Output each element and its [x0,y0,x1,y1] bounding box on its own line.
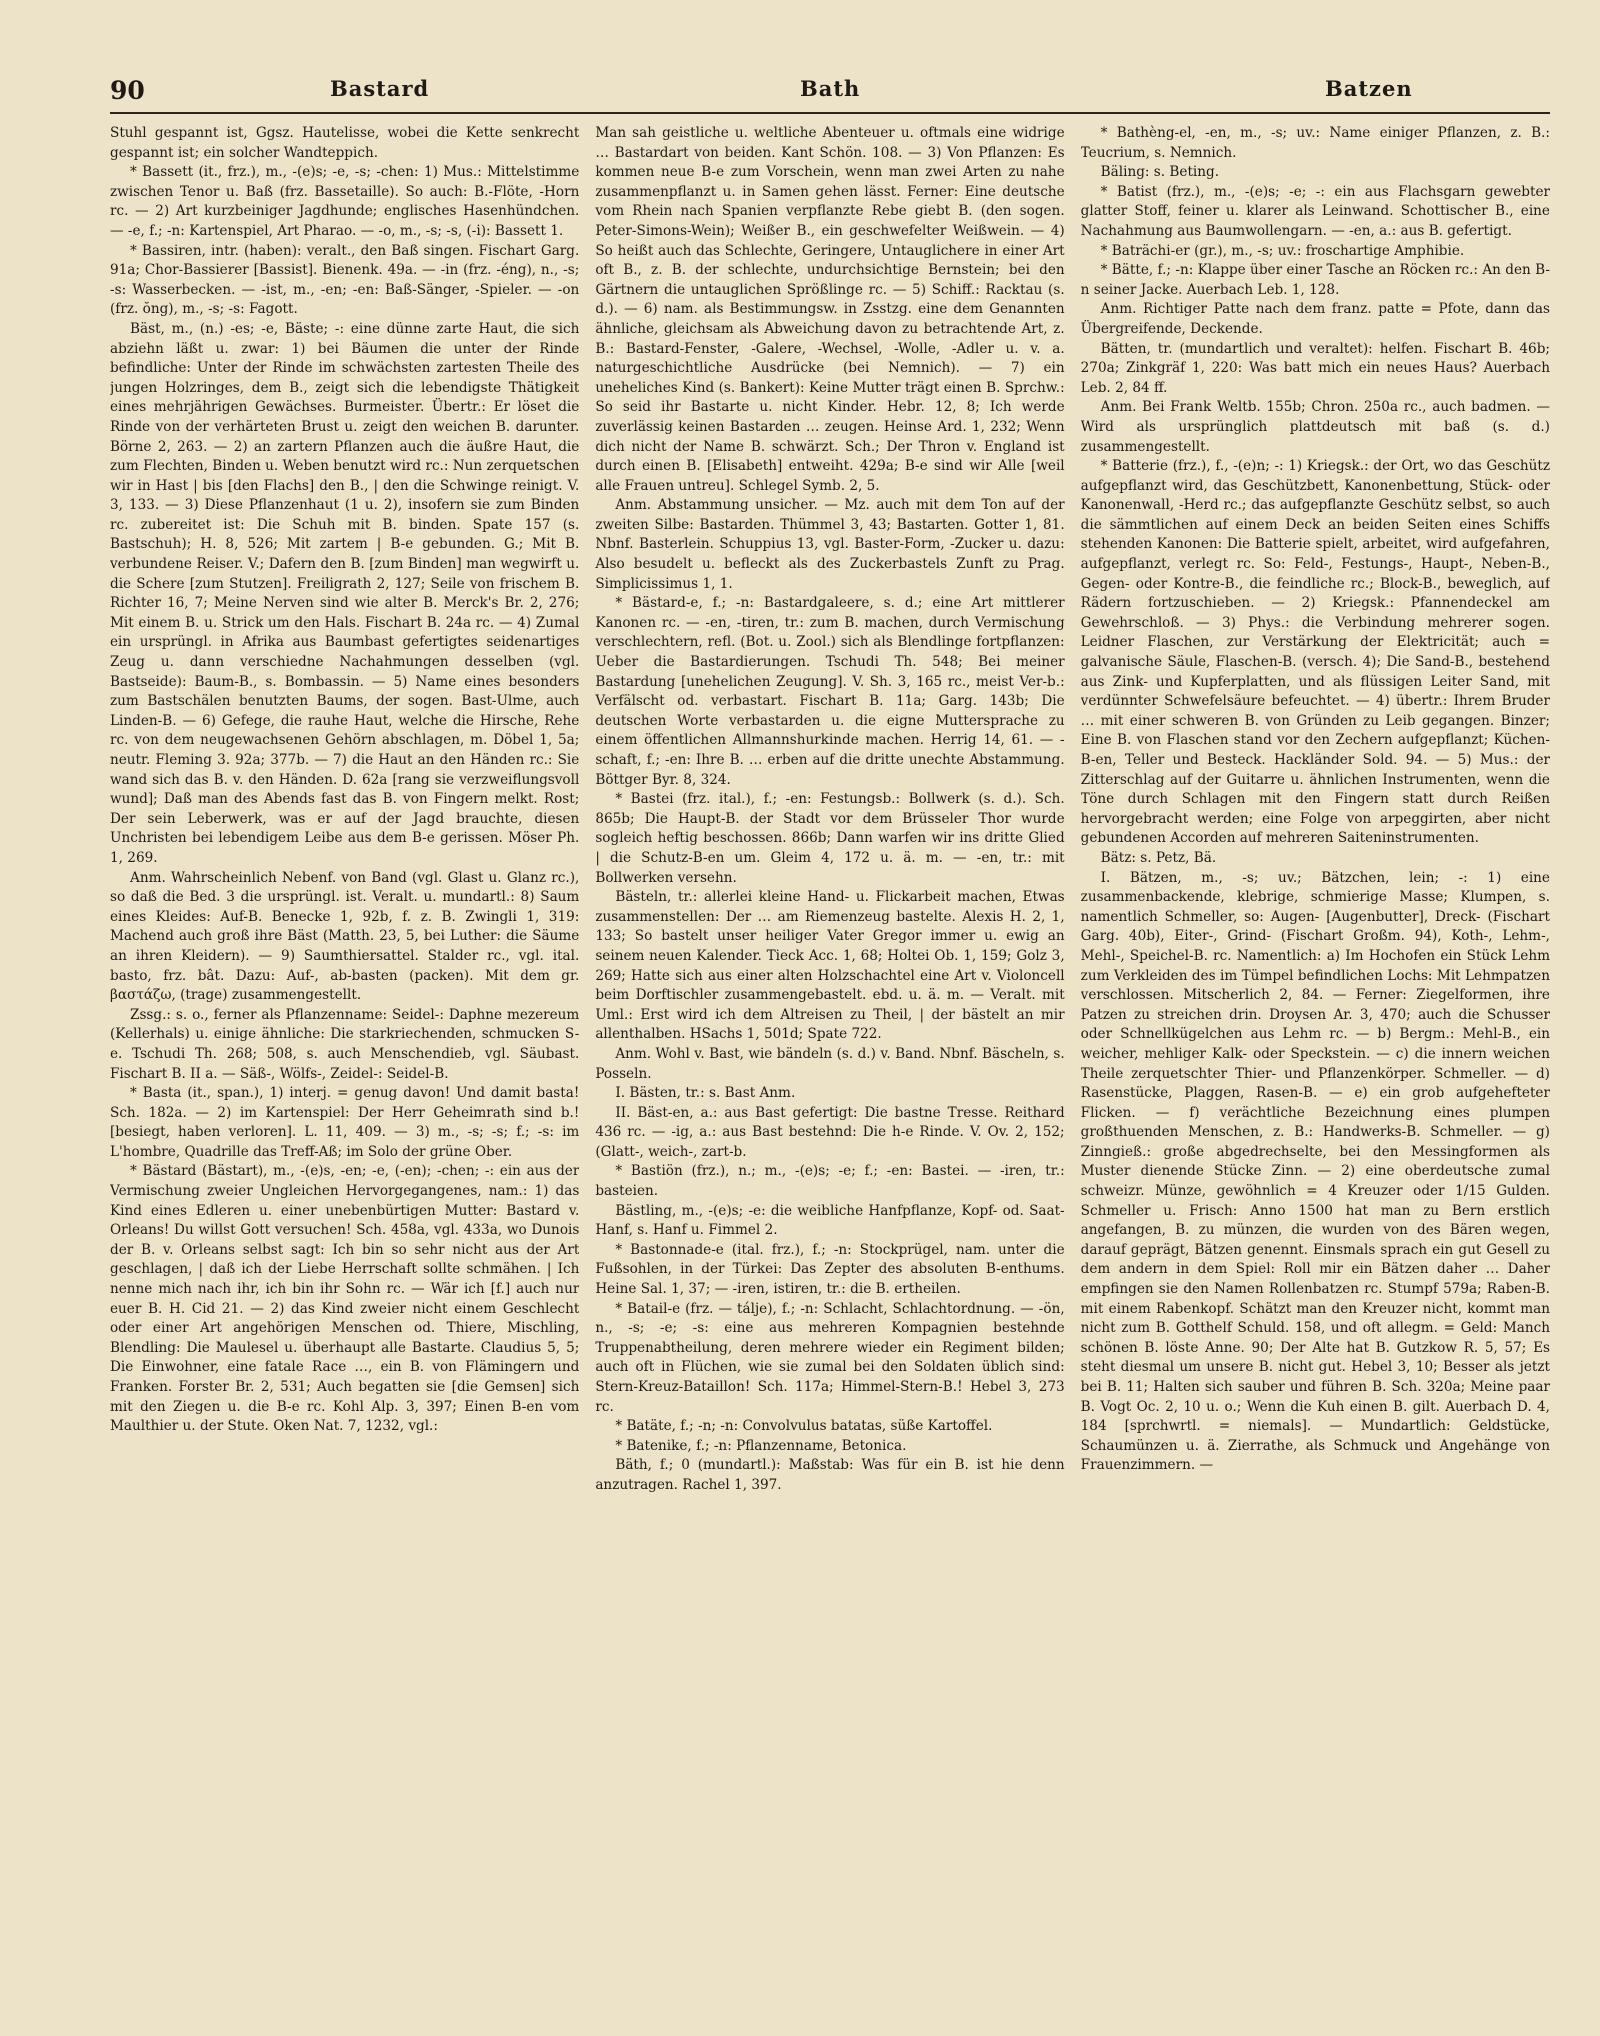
entry-paragraph: * Batenike, f.; -n: Pflanzenname, Betonica. [615,1437,907,1454]
entry-paragraph: * Bathèng-el, -en, m., -s; uv.: Name einiger Pflanzen, z. B.: Teucrium, s. Nemnich. [1080,125,1550,161]
entry-paragraph: Bästeln, tr.: allerlei kleine Hand- u. Flickarbeit machen, Etwas zusammenstellen: Der … am Riemenzeug bastelte. Alexis H. 2, 1, 133; So bastelt unser heiliger Vater Gregor immer u. ewig an seinem neuen Kalender. Tieck Acc. 1, 68; Holtei Ob. 1, 159; Golz 3, 269; Hatte sich aus einer alten Holzschachtel eine Art v. Violoncell beim Dorftischler zusammengebastelt. ebd. u. ä. m. — Veralt. mit Uml.: Erst wird ich dem Altreisen zu Theil, | der bästelt an mir allenthalben. HSachs 1, 501d; Spate 722. [595,889,1065,1043]
entry-paragraph: * Basta (it., span.), 1) interj. = genug davon! Und damit basta! Sch. 182a. — 2) im Kartenspiel: Der Herr Geheimrath sind b.! [besiegt, haben verloren]. L. 11, 409. — 3) m., -s; -s; f.; -s: im L'hombre, Quadrille das Treff-Aß; im Solo der grüne Ober. [110,1085,580,1160]
entry-paragraph: Bästling, m., -(e)s; -e: die weibliche Hanfpflanze, Kopf- od. Saat-Hanf, s. Hanf u. Fimmel 2. [595,1202,1065,1239]
page-number: 90 [110,76,145,105]
entry-paragraph: * Bassiren, intr. (haben): veralt., den Baß singen. Fischart Garg. 91a; Chor-Bassierer [Bassist]. Bienenk. 49a. — -in (frz. -éng), n., -s; -s: Wasserbecken. — -ist, m., -en; -en: Baß-Sänger, -Spieler. — -on (frz. ŏng), m., -s; -s: Fagott. [110,242,580,318]
entry-paragraph: * Bastiön (frz.), n.; m., -(e)s; -e; f.; -en: Bastei. — -iren, tr.: basteien. [595,1163,1065,1200]
entry-paragraph: * Batail-e (frz. — tálje), f.; -n: Schlacht, Schlachtordnung. — -ön, n., -s; -e; -s: eine aus mehreren Kompagnien bestehnde Truppenabtheilung, deren mehrere wieder ein Regiment bilden; auch oft in Flüchen, wie sie zumal bei den Soldaten üblich sind: Stern-Kreuz-Bataillon! Sch. 117a; Himmel-Stern-B.! Hebel 3, 273 rc. [595,1300,1065,1415]
entry-paragraph: Anm. Wohl v. Bast, wie bändeln (s. d.) v. Band. Nbnf. Bäscheln, s. Posseln. [595,1045,1065,1082]
entry-paragraph: Anm. Richtiger Patte nach dem franz. patte = Pfote, dann das Übergreifende, Deckende. [1080,301,1550,337]
entry-paragraph: * Baträchi-er (gr.), m., -s; uv.: froschartige Amphibie. [1100,242,1465,259]
entry-paragraph: II. Bäst-en, a.: aus Bast gefertigt: Die bastne Tresse. Reithard 436 rc. — -ig, a.: aus Bast bestehnd: Die h-e Rinde. V. Ov. 2, 152; (Glatt-, weich-, zart-b. [595,1104,1065,1160]
entry-paragraph: Bäst, m., (n.) -es; -e, Bäste; -: eine dünne zarte Haut, die sich abziehn läßt u. zwar: 1) bei Bäumen die unter der Rinde befindliche: Unter der Rinde im schwächsten zartesten Theile des jungen Holzringes, dem B., zeigt sich die lebendigste Thätigkeit eines mehrjährigen Gewächses. Burmeister. Übertr.: Er löset die Rinde von der verhärteten Brust u. zeigt den weichen B. darunter. Börne 2, 263. — 2) an zartern Pflanzen auch die äußre Haut, die zum Flechten, Binden u. Weben benutzt wird rc.: Nun zerquetschen wir in Hast | bis [den Flachs] den B., | den die Schwinge reinigt. V. 3, 133. — 3) Diese Pflanzenhaut (1 u. 2), insofern sie zum Binden rc. zubereitet ist: Die Schuh mit B. binden. Spate 157 (s. Bastschuh); H. 8, 526; Mit zartem | B-e gebunden. G.; Mit B. verbundene Reiser. V.; Dafern den B. [zum Binden] man wegwirft u. die Schere [zum Stutzen]. Freiligrath 2, 127; Seile von frischem B. Richter 16, 7; Meine Nerven sind wie alter B. Merck's Br. 2, 276; Mit einem B. u. Strick um den Hals. Fischart B. 24a rc. — 4) Zumal ein ursprüngl. in Afrika aus Baumbast gefertigtes seidenartiges Zeug u. dann verschiedne Nachahmungen desselben (vgl. Bastseide): Baum-B., s. Bombassin. — 5) Name eines besonders zum Bastschälen benutzten Baums, der sogen. Bast-Ulme, auch Linden-B. — 6) Gefege, die rauhe Haut, welche die Hirsche, Rehe rc. von dem neugewachsenen Gehörn abschlagen, m. Döbel 1, 5a; neutr. Fleming 3. 92a; 377b. — 7) die Haut an den Händen rc.: Sie wand sich das B. v. den Händen. D. 62a [rang sie verzweiflungsvoll wund]; Daß man des Abends fast das B. von Fingern melkt. Rost; Der sein Leberwerk, was er auf der Jagd brauchte, diesen Unchristen bei lebendigem Leibe aus dem B-e gerissen. Möser Ph. 1, 269. [110,320,580,866]
entry-paragraph: Man sah geistliche u. weltliche Abenteuer u. oftmals eine widrige … Bastardart von beiden. Kant Schön. 108. — 3) Von Pflanzen: Es kommen neue B-e zum Vorschein, wenn man zwei Arten zu nahe zusammenpflanzt u. in Samen gehen lässt. Ferner: Eine deutsche vom Rhein nach Spanien verpflanzte Rebe giebt B. (den sogen. Peter-Simons-Wein); Weißer B., ein geschwefelter Weißwein. — 4) So heißt auch das Schlechte, Geringere, Untauglichere in einer Art oft B., z. B. der schlechte, undurchsichtige Bernstein; bei den Gärtnern die untauglichen Sprößlinge rc. — 5) Schiff.: Racktau (s. d.). — 6) nam. als Bestimmungsw. in Zsstzg. eine dem Genannten ähnliche, gleichsam als Abweichung davon zu betrachtende Art, z. B.: Bastard-Fenster, -Galere, -Wechsel, -Wolle, -Adler u. v. a. naturgeschichtliche Ausdrücke (bei Nemnich). — 7) ein uneheliches Kind (s. Bankert): Keine Mutter trägt einen B. Sprchw.: So seid ihr Bastarte u. nicht Kinder. Hebr. 12, 8; Ich werde zuverlässig keinen Bastarden … zeugen. Heinse Ard. 1, 232; Wenn dich nicht der Name B. schwärzt. Sch.; Der Thron v. England ist durch einen B. [Elisabeth] entweiht. 429a; B-e sind wir Alle [weil alle Frauen untreu]. Schlegel Symb. 2, 5. [595,125,1065,494]
entry-paragraph: Anm. Abstammung unsicher. — Mz. auch mit dem Ton auf der zweiten Silbe: Bastarden. Thümmel 3, 43; Bastarten. Gotter 1, 81. Nbnf. Basterlein. Schuppius 13, vgl. Baster-Form, -Zucker u. dazu: Also besudelt u. befleckt als des Zuckerbastels Zunft zu Prag. Simplicissimus 1, 1. [595,497,1065,592]
running-header [110,72,1550,114]
entry-paragraph: * Batterie (frz.), f., -(e)n; -: 1) Kriegsk.: der Ort, wo das Geschütz aufgepflanzt wird, das Geschützbett, Kanonenbettung, Stück- oder Kanonenwall, -Herd rc.; das aufgepflanzte Geschütz selbst, so auch die sämmtlichen auf einem Deck an beiden Seiten eines Schiffs stehenden Kanonen: Die Batterie spielt, arbeitet, wird aufgefahren, aufgepflanzt, verlegt rc. So: Feld-, Festungs-, Haupt-, Neben-B., Gegen- oder Kontre-B., die feindliche rc.; Block-B., beweglich, auf Rädern fortzuschieben. — 2) Kriegsk.: Pfannendeckel am Gewehrschloß. — 3) Phys.: die Verbindung mehrerer sogen. Leidner Flaschen, zur Verstärkung der Elektricität; auch = galvanische Säule, Flaschen-B. (versch. 4); Die Sand-B., bestehend aus Zink- und Kupferplatten, und als flüssigen Leiter Sand, mit verdünnter Schwefelsäure befeuchtet. — 4) übertr.: Ihrem Bruder … mit einer schweren B. von Gründen zu Leib gegangen. Binzer; Eine B. von Flaschen stand vor den Zechern aufgepflanzt; Küchen-B-en, Teller und Besteck. Hackländer Sold. 94. — 5) Mus.: der Zitterschlag auf der Guitarre u. ähnlichen Instrumenten, wenn die Töne durch Schlagen mit den Fingern statt durch Reißen hervorgebracht werden; eine Folge von arpeggirten, aber nicht gebundenen Accorden auf mehreren Saiteninstrumenten. [1080,458,1550,847]
entry-paragraph: * Bastonnade-e (ital. frz.), f.; -n: Stockprügel, nam. unter die Fußsohlen, in der Türkei: Das Zepter des absoluten B-enthums. Heine Sal. 1, 37; — -iren, istiren, tr.: die B. ertheilen. [595,1241,1065,1298]
entry-paragraph: * Bästard (Bästart), m., -(e)s, -en; -e, (-en); -chen; -: ein aus der Vermischung zweier Ungleichen Hervorgegangenes, nam.: 1) das Kind eines Edleren u. einer unebenbürtigen Mutter: Bastard v. Orleans! Du willst Gott versuchen! Sch. 458a, vgl. 433a, wo Dunois der B. v. Orleans selbst sagt: Ich bin so sehr nicht aus der Art geschlagen, | daß ich der Liebe Herrschaft sollte schmähen. | Ich nenne mich nach ihr, ich bin ihr Sohn rc. — Wär ich [f.] auch nur euer B. H. Cid 21. — 2) das Kind zweier nicht einem Geschlecht oder einer Art angehörigen Menschen od. Thiere, Mischling, Blendling: Die Maulesel u. überhaupt alle Bastarte. Claudius 5, 5; Die Einwohner, eine fatale Race …, ein B. von Flämingern und Franken. Forster Br. 2, 531; Auch begatten sie [die Gemsen] sich mit den Ziegen u. die B-e rc. Kohl Alp. 3, 397; Einen B-en vom Maulthier u. der Stute. Oken Nat. 7, 1232, vgl.: [110,1163,580,1435]
entry-paragraph: I. Bätzen, m., -s; uv.; Bätzchen, lein; -: 1) eine zusammenbackende, klebrige, schmierige Masse; Klumpen, s. namentlich Schmeller, so: Augen- [Augenbutter], Dreck- (Fischart Garg. 40b), Eiter-, Grind- (Fischart Großm. 94), Koth-, Lehm-, Mehl-, Speichel-B. rc. Namentlich: a) Im Hochofen ein Stück Lehm zum Verkleiden des im Tümpel befindlichen Lochs: Mit Lehmpatzen verschlossen. Mitscherlich 2, 84. — Ferner: Ziegelformen, ihre Patzen zu streichen drin. Droysen Ar. 3, 470; auch die Schusser oder Schnellkügelchen aus Lehm rc. — b) Bergm.: Mehl-B., ein weicher, mehliger Kalk- oder Speckstein. — c) die innern weichen Theile zerquetschter Thier- und Pflanzenkörper. Schmeller. — d) Rasenstücke, Plaggen, Rasen-B. — e) ein grob aufgehefteter Flicken. — f) verächtliche Bezeichnung eines plumpen großthuenden Menschen, z. B.: Handwerks-B. Schmeller. — g) Zinngieß.: große abgedrechselte, bei den Messingformen als Muster dienende Stücke Zinn. — 2) eine oberdeutsche zumal schweizr. Münze, gewöhnlich = 4 Kreuzer oder 1/15 Gulden. Schmeller u. Frisch: Anno 1500 hat man zu Bern erstlich angefangen, B. zu münzen, die wurden von des Bären wegen, darauf geprägt, Bätzen genennt. Einsmals sprach ein gut Gesell zu dem andern in dem Spiel: Roll mir ein Bätzen daher … Daher empfingen sie den Namen Rollenbatzen rc. Stumpf 579a; Raben-B. mit einem Rabenkopf. Schätzt man den Kreuzer nicht, kommt man nicht zum B. Gotthelf Schuld. 158, und oft allegm. = Geld: Manch schönen B. löste Anne. 90; Der Alte hat B. Gutzkow R. 5, 57; Es steht diesmal um unsere B. nicht gut. Hebel 3, 10; Besser als jetzt bei B. 11; Halten sich sauber und führen B. Sch. 320a; Meine paar B. Vogt Oc. 2, 10 u. o.; Wenn die Kuh einen B. gilt. Auerbach D. 4, 184 [sprchwrtl. = niemals]. — Mundartlich: Geldstücke, Schaumünzen u. ä. Zierrathe, als Schmuck und Angehänge von Frauenzimmern. — [1080,869,1550,1474]
header-last-headword: Batzen [1325,76,1413,101]
column-right [1081,124,1550,2004]
entry-paragraph: * Bästard-e, f.; -n: Bastardgaleere, s. d.; eine Art mittlerer Kanonen rc. — -en, -tiren, tr.: zum B. machen, durch Vermischung verschlechtern, refl. (Bot. u. Zool.) sich als Blendlinge fortpflanzen: Ueber die Bastardierungen. Tschudi Th. 548; Bei meiner Bastardung [unehelichen Zeugung]. V. Sh. 3, 165 rc., meist Ver-b.: Verfälscht od. verbastart. Fischart B. 11a; Garg. 143b; Die deutschen Worte verbastarden u. die eigne Muttersprache zu einem öffentlichen Allmannshurkinde machen. Herrig 14, 61. — -schaft, f.; -en: Ihre B. … erben auf die dritte unechte Abstammung. Böttger Byr. 8, 324. [595,595,1065,788]
entry-paragraph: * Batist (frz.), m., -(e)s; -e; -: ein aus Flachsgarn gewebter glatter Stoff, feiner u. klarer als Leinwand. Schottischer B., eine Nachahmung aus Baumwollengarn. — -en, a.: aus B. gefertigt. [1080,183,1550,239]
column-left [110,124,579,2004]
entry-paragraph: Bätz: s. Petz, Bä. [1100,849,1217,866]
entry-paragraph: I. Bästen, tr.: s. Bast Anm. [615,1085,796,1102]
entry-paragraph: Bäth, f.; 0 (mundartl.): Maßstab: Was für ein B. ist hie denn anzutragen. Rachel 1, 397. [595,1457,1065,1493]
entry-paragraph: Anm. Bei Frank Weltb. 155b; Chron. 250a rc., auch badmen. — Wird als ursprünglich plattdeutsch mit baß (s. d.) zusammengestellt. [1080,399,1550,455]
entry-paragraph: * Bastei (frz. ital.), f.; -en: Festungsb.: Bollwerk (s. d.). Sch. 865b; Die Haupt-B. der Stadt vor dem Brüsseler Thor wurde sogleich heftig beschossen. 866b; Dann warfen wir ins dritte Glied | die Schutz-B-en um. Gleim 4, 172 u. ä. m. — -en, tr.: mit Bollwerken versehn. [595,791,1065,886]
entry-paragraph: Zssg.: s. o., ferner als Pflanzenname: Seidel-: Daphne mezereum (Kellerhals) u. einige ähnliche: Die starkriechenden, schmucken S-e. Tschudi Th. 268; 508, s. auch Menschendieb, vgl. Säubast. Fischart B. II a. — Säß-, Wölfs-, Zeidel-: Seidel-B. [110,1006,580,1082]
entry-paragraph: Bätten, tr. (mundartlich und veraltet): helfen. Fischart B. 46b; 270a; Zinkgräf 1, 220: Was batt mich ein neues Haus? Auerbach Leb. 2, 84 ff. [1080,340,1550,396]
entry-paragraph: Stuhl gespannt ist, Ggsz. Hautelisse, wobei die Kette senkrecht gespannt ist; ein solcher Wandteppich. [110,125,580,161]
entry-paragraph: * Bätte, f.; -n: Klappe über einer Tasche an Röcken rc.: An den B-n seiner Jacke. Auerbach Leb. 1, 128. [1080,262,1550,298]
entry-paragraph: * Bassett (it., frz.), m., -(e)s; -e, -s; -chen: 1) Mus.: Mittelstimme zwischen Tenor u. Baß (frz. Bassetaille). So auch: B.-Flöte, -Horn rc. — 2) Art kurzbeiniger Jagdhunde; englisches Hasenhündchen. — -e, f.; -n: Kartenspiel, Art Pharao. — -o, m., -s; -s, (-i): Bassett 1. [110,164,580,239]
text-columns [110,124,1550,2004]
header-middle-headword: Bath [800,76,861,101]
column-middle [595,124,1064,2004]
entry-paragraph: Bäling: s. Beting. [1100,164,1220,181]
header-first-headword: Bastard [330,76,430,101]
entry-paragraph: Anm. Wahrscheinlich Nebenf. von Band (vgl. Glast u. Glanz rc.), so daß die Bed. 3 die ursprüngl. ist. Veralt. u. mundartl.: 8) Saum eines Kleides: Auf-B. Benecke 1, 92b, f. z. B. Zwingli 1, 319: Machend auch groß ihre Bäst (Matth. 23, 5, bei Luther: die Säume an ihren Kleidern). — 9) Saumthiersattel. Stalder rc., vgl. ital. basto, frz. bât. Dazu: Auf-, ab-basten (packen). Mit dem gr. βαστάζω, (trage) zusammengestellt. [110,869,580,1004]
entry-paragraph: * Batäte, f.; -n; -n: Convolvulus batatas, süße Kartoffel. [615,1418,993,1435]
